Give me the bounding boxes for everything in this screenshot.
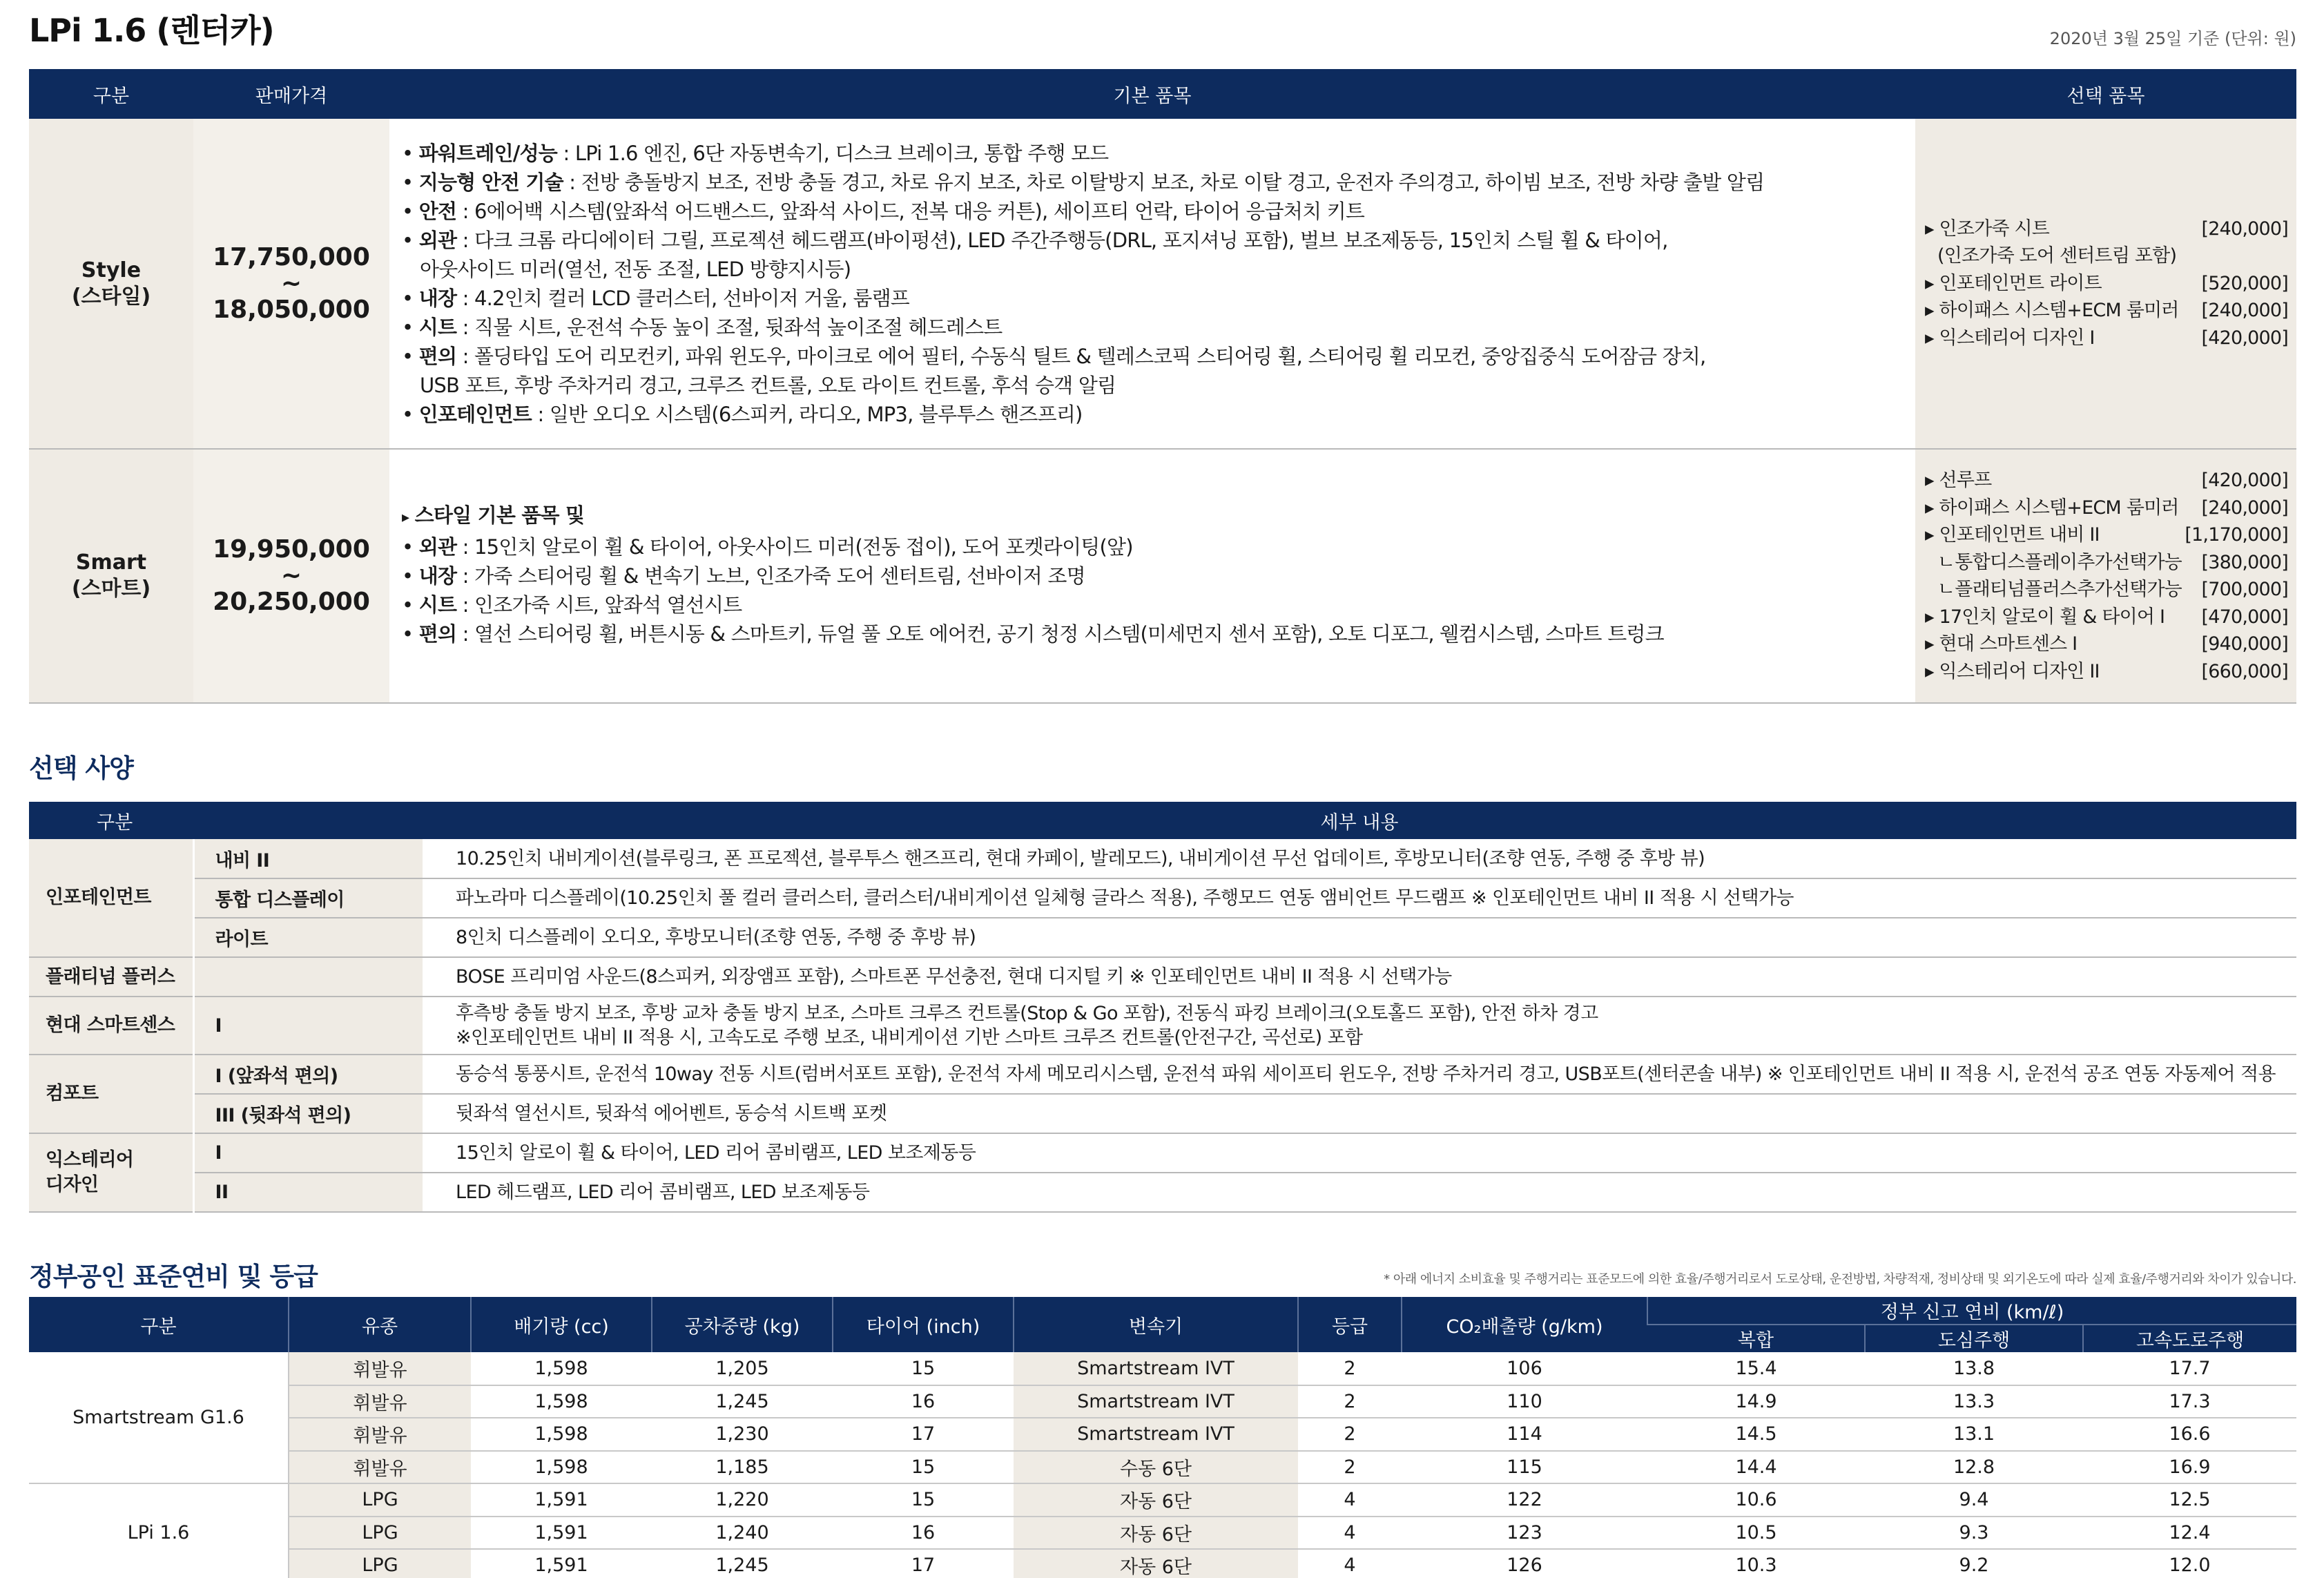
fuel-table-body [29,1352,2296,1578]
section-title-options: 선택 사양 [29,753,133,783]
fuel-cell-tire: 15 [833,1352,1014,1385]
fuel-cell-transmission: Smartstream IVT [1014,1385,1298,1418]
fuel-cell-fuel: 휘발유 [289,1385,471,1418]
col-header-highway: 고속도로주행 [2083,1325,2296,1352]
fuel-row [29,1352,2296,1385]
fuel-cell-grade: 4 [1298,1517,1402,1550]
option-detail: 8인치 디스플레이 오디오, 후방모니터(조향 연동, 주행 중 후방 뷰) [423,918,2296,957]
fuel-cell-combined: 15.4 [1647,1352,1865,1385]
fuel-cell-tire: 17 [833,1418,1014,1451]
fuel-cell-grade: 4 [1298,1549,1402,1578]
basic-item: • 시트 : 인조가죽 시트, 앞좌석 열선시트 [402,593,742,617]
col-header-weight: 공차중량 (kg) [652,1297,833,1352]
fuel-cell-weight: 1,185 [652,1451,833,1484]
fuel-cell-transmission: Smartstream IVT [1014,1352,1298,1385]
option-detail: 뒷좌석 열선시트, 뒷좌석 에어벤트, 동승석 시트백 포켓 [423,1094,2296,1133]
fuel-cell-highway: 17.3 [2083,1385,2296,1418]
trim-price [193,449,389,703]
price-tilde: ~ [280,269,302,298]
fuel-cell-highway: 12.0 [2083,1549,2296,1578]
fuel-cell-co2: 110 [1402,1385,1647,1418]
option-row [29,997,2296,1055]
option-sub-rear: III (뒷좌석 편의) [193,1094,423,1133]
fuel-cell-grade: 2 [1298,1418,1402,1451]
fuel-cell-tire: 16 [833,1517,1014,1550]
fuel-cell-fuel: LPG [289,1517,471,1550]
fuel-cell-tire: 15 [833,1483,1014,1517]
col-header-category: 구분 [97,811,133,834]
option-item-sub: ㄴ통합디스플레이추가선택가능 [380,000] [1937,551,2288,573]
option-item-sub: ㄴ플래티넘플러스추가선택가능 [700,000] [1937,579,2288,600]
fuel-cell-combined: 14.9 [1647,1385,1865,1418]
fuel-disclaimer: * 아래 에너지 소비효율 및 주행거리는 표준모드에 의한 효율/주행거리로서 도로상태, 운전방법, 차량적재, 정비상태 및 외기온도에 따라 실제 효율/주행거리와 차이가 있습니다. [1384,1272,2296,1287]
option-sub-1: I [193,997,423,1055]
fuel-cell-combined: 10.6 [1647,1483,1865,1517]
basic-items [389,119,1915,449]
section-title-fuel: 정부공인 표준연비 및 등급 [29,1262,318,1291]
option-row [29,839,2296,878]
basic-item-continued: USB 포트, 후방 주차거리 경고, 크루즈 컨트롤, 오토 라이트 컨트롤, 후석 승객 알림 [420,373,1116,397]
basic-item: • 인포테인먼트 : 일반 오디오 시스템(6스피커, 라디오, MP3, 블루투스 핸즈프리) [402,402,1083,426]
option-row [29,1094,2296,1133]
option-item-note: (인조가죽 도어 센터트림 포함) [1937,245,2177,267]
fuel-row [29,1483,2296,1517]
basic-item: • 외관 : 15인치 알로이 휠 & 타이어, 아웃사이드 미러(전동 접이), 도어 포켓라이팅(앞) [402,535,1133,559]
option-group-smartsense: 현대 스마트센스 [29,997,193,1055]
fuel-cell-fuel: 휘발유 [289,1418,471,1451]
option-sub-1: I [193,1133,423,1173]
fuel-cell-displacement: 1,598 [471,1418,652,1451]
trim-name-en: Style [81,258,142,282]
option-detail [423,997,2296,1055]
fuel-cell-city: 13.8 [1865,1352,2083,1385]
col-header-co2: CO₂배출량 (g/km) [1402,1297,1647,1352]
fuel-cell-weight: 1,240 [652,1517,833,1550]
option-items [1915,119,2296,449]
option-detail: LED 헤드램프, LED 리어 콤비램프, LED 보조제동등 [423,1173,2296,1212]
price-min: 17,750,000 [213,242,370,271]
fuel-cell-co2: 122 [1402,1483,1647,1517]
fuel-cell-city: 13.3 [1865,1385,2083,1418]
fuel-row [29,1517,2296,1550]
fuel-table [29,1297,2296,1578]
fuel-cell-combined: 10.5 [1647,1517,1865,1550]
fuel-cell-fuel: LPG [289,1483,471,1517]
fuel-cell-tire: 16 [833,1385,1014,1418]
trim-row-style [29,119,2296,449]
fuel-cell-transmission: 수동 6단 [1014,1451,1298,1484]
fuel-cell-highway: 17.7 [2083,1352,2296,1385]
trim-row-smart [29,449,2296,703]
fuel-cell-displacement: 1,591 [471,1549,652,1578]
fuel-cell-displacement: 1,598 [471,1352,652,1385]
option-sub-display: 통합 디스플레이 [193,878,423,918]
option-item: ▸ 선루프 [420,000] [1925,470,2288,491]
option-row [29,918,2296,957]
fuel-cell-tire: 15 [833,1451,1014,1484]
option-row [29,1133,2296,1173]
col-header-options: 선택 품목 [2066,85,2145,107]
option-row [29,957,2296,997]
fuel-cell-displacement: 1,598 [471,1385,652,1418]
price-tilde: ~ [280,561,302,590]
price-table [29,69,2296,704]
fuel-cell-displacement: 1,598 [471,1451,652,1484]
fuel-cell-weight: 1,220 [652,1483,833,1517]
price-max: 20,250,000 [213,588,370,616]
col-header-grade: 등급 [1298,1297,1402,1352]
fuel-cell-city: 13.1 [1865,1418,2083,1451]
option-detail: 10.25인치 내비게이션(블루링크, 폰 프로젝션, 블루투스 핸즈프리, 현대 카페이, 발레모드), 내비게이션 무선 업데이트, 후방모니터(조향 연동, 주행 중 후방 뷰) [423,839,2296,878]
fuel-cell-displacement: 1,591 [471,1517,652,1550]
fuel-cell-transmission: 자동 6단 [1014,1517,1298,1550]
option-item: ▸ 하이패스 시스템+ECM 룸미러 [240,000] [1925,300,2288,322]
option-group-infotainment: 인포테인먼트 [29,839,193,957]
col-header-fuel: 유종 [289,1297,471,1352]
fuel-cell-co2: 126 [1402,1549,1647,1578]
option-group-exterior [29,1133,193,1212]
col-header-price: 판매가격 [255,85,328,107]
basic-item: • 파워트레인/성능 : LPi 1.6 엔진, 6단 자동변속기, 디스크 브레이크, 통합 주행 모드 [402,141,1109,165]
trim-name-ko: (스마트) [71,577,151,601]
option-item: ▸ 하이패스 시스템+ECM 룸미러 [240,000] [1925,497,2288,519]
fuel-cell-grade: 2 [1298,1451,1402,1484]
fuel-cell-highway: 16.9 [2083,1451,2296,1484]
options-table-header [29,802,2296,839]
trim-name-ko: (스타일) [71,284,151,309]
fuel-table-header [29,1297,2296,1325]
fuel-row [29,1385,2296,1418]
options-table [29,802,2296,1213]
col-header-model: 구분 [140,1316,177,1338]
basic-item-inherit: ▸ 스타일 기본 품목 및 [402,503,585,527]
fuel-row [29,1418,2296,1451]
fuel-cell-weight: 1,230 [652,1418,833,1451]
page-header [29,0,2296,69]
fuel-cell-weight: 1,205 [652,1352,833,1385]
basic-item: • 외관 : 다크 크롬 라디에이터 그릴, 프로젝션 헤드램프(바이펑션), LED 주간주행등(DRL, 포지셔닝 포함), 벌브 보조제동등, 15인치 스틸 휠 & 타이어, [402,228,1668,252]
group-name-line: 익스테리어 [46,1149,134,1171]
col-header-efficiency: 정부 신고 연비 (km/ℓ) [1647,1297,2296,1325]
fuel-cell-fuel: 휘발유 [289,1352,471,1385]
fuel-cell-combined: 14.4 [1647,1451,1865,1484]
option-item: ▸ 인포테인먼트 라이트 [520,000] [1925,272,2288,294]
option-row [29,1173,2296,1212]
basic-item: • 내장 : 4.2인치 컬러 LCD 클러스터, 선바이저 거울, 룸램프 [402,286,910,310]
option-row [29,878,2296,918]
option-group-comfort: 컴포트 [29,1055,193,1133]
fuel-cell-highway: 12.4 [2083,1517,2296,1550]
option-sub-front: I (앞좌석 편의) [193,1055,423,1094]
fuel-cell-co2: 115 [1402,1451,1647,1484]
col-header-trim: 구분 [93,85,130,107]
option-item: ▸ 현대 스마트센스 I [940,000] [1925,633,2288,655]
option-sub-navi: 내비 II [193,839,423,878]
option-sub-2: II [193,1173,423,1212]
fuel-cell-grade: 2 [1298,1352,1402,1385]
trim-name-en: Smart [75,550,147,575]
option-detail: 파노라마 디스플레이(10.25인치 풀 컬러 클러스터, 클러스터/내비게이션 일체형 글라스 적용), 주행모드 연동 앰비언트 무드램프 ※ 인포테인먼트 내비 II 적용 시 선택가능 [423,878,2296,918]
fuel-cell-city: 9.2 [1865,1549,2083,1578]
fuel-cell-city: 9.3 [1865,1517,2083,1550]
fuel-cell-transmission: 자동 6단 [1014,1483,1298,1517]
fuel-cell-weight: 1,245 [652,1385,833,1418]
fuel-cell-highway: 12.5 [2083,1483,2296,1517]
option-item: ▸ 익스테리어 디자인 I [420,000] [1925,327,2288,349]
fuel-cell-tire: 17 [833,1549,1014,1578]
fuel-cell-co2: 123 [1402,1517,1647,1550]
basic-items [389,449,1915,703]
option-item: ▸ 17인치 알로이 휠 & 타이어 I [470,000] [1925,606,2288,628]
group-name-line: 디자인 [46,1174,99,1195]
basic-item: • 지능형 안전 기술 : 전방 충돌방지 보조, 전방 충돌 경고, 차로 유지 보조, 차로 이탈방지 보조, 차로 이탈 경고, 운전자 주의경고, 하이빔 보조, 전방 차량 출발 알림 [402,170,1765,194]
fuel-cell-weight: 1,245 [652,1549,833,1578]
option-item: ▸ 익스테리어 디자인 II [660,000] [1925,660,2288,682]
option-detail-line: 후측방 충돌 방지 보조, 후방 교차 충돌 방지 보조, 스마트 크루즈 컨트롤(Stop & Go 포함), 전동식 파킹 브레이크(오토홀드 포함), 안전 하차 경고 [456,1003,1598,1024]
option-detail-line: ※인포테인먼트 내비 II 적용 시, 고속도로 주행 보조, 내비게이션 기반 스마트 크루즈 컨트롤(안전구간, 곡선로) 포함 [456,1027,1363,1048]
option-sub-light: 라이트 [193,918,423,957]
fuel-model-name: Smartstream G1.6 [29,1352,289,1483]
option-detail: BOSE 프리미엄 사운드(8스피커, 외장앰프 포함), 스마트폰 무선충전, 현대 디지털 키 ※ 인포테인먼트 내비 II 적용 시 선택가능 [423,957,2296,997]
basic-item: • 편의 : 폴딩타입 도어 리모컨키, 파워 윈도우, 마이크로 에어 필터, 수동식 틸트 & 텔레스코픽 스티어링 휠, 스티어링 휠 리모컨, 중앙집중식 도어잠금 장치, [402,344,1706,368]
col-header-displacement: 배기량 (cc) [471,1297,652,1352]
trim-name [29,119,193,449]
basic-item: • 편의 : 열선 스티어링 휠, 버튼시동 & 스마트키, 듀얼 풀 오토 에어컨, 공기 청정 시스템(미세먼지 센서 포함), 오토 디포그, 웰컴시스템, 스마트 트렁크 [402,622,1664,646]
fuel-cell-highway: 16.6 [2083,1418,2296,1451]
price-min: 19,950,000 [213,535,370,564]
col-header-city: 도심주행 [1865,1325,2083,1352]
option-sub-empty [193,957,423,997]
fuel-model-name: LPi 1.6 [29,1483,289,1578]
fuel-cell-displacement: 1,591 [471,1483,652,1517]
page-title: LPi 1.6 (렌터카) [29,12,274,49]
option-detail: 동승석 통풍시트, 운전석 10way 전동 시트(럼버서포트 포함), 운전석 자세 메모리시스템, 운전석 파워 세이프티 윈도우, 전방 주차거리 경고, USB포트(센터콘솔 내부) ※ 인포테인먼트 내비 II 적용 시, 운전석 공조 연동 자동제어 적용 [423,1055,2296,1094]
col-header-tire: 타이어 (inch) [833,1297,1014,1352]
option-detail: 15인치 알로이 휠 & 타이어, LED 리어 콤비램프, LED 보조제동등 [423,1133,2296,1173]
date-unit-note: 2020년 3월 25일 기준 (단위: 원) [2049,29,2296,48]
col-header-transmission: 변속기 [1014,1297,1298,1352]
option-item: ▸ 인조가죽 시트 [240,000] [1925,218,2288,240]
option-item: ▸ 인포테인먼트 내비 II [1,170,000] [1925,524,2288,546]
basic-item: • 안전 : 6에어백 시스템(앞좌석 어드밴스드, 앞좌석 사이드, 전복 대응 커튼), 세이프티 언락, 타이어 응급처치 키트 [402,199,1365,223]
fuel-cell-transmission: Smartstream IVT [1014,1418,1298,1451]
fuel-section-heading [29,1246,2296,1297]
fuel-cell-combined: 14.5 [1647,1418,1865,1451]
col-header-detail: 세부 내용 [1320,811,1399,834]
fuel-row [29,1451,2296,1484]
fuel-cell-city: 12.8 [1865,1451,2083,1484]
fuel-cell-co2: 106 [1402,1352,1647,1385]
trim-price [193,119,389,449]
price-max: 18,050,000 [213,295,370,324]
fuel-cell-grade: 4 [1298,1483,1402,1517]
fuel-cell-city: 9.4 [1865,1483,2083,1517]
option-group-platinum: 플래티넘 플러스 [29,957,193,997]
fuel-cell-co2: 114 [1402,1418,1647,1451]
basic-item: • 시트 : 직물 시트, 운전석 수동 높이 조절, 뒷좌석 높이조절 헤드레스트 [402,315,1003,339]
price-table-header [29,69,2296,119]
basic-item: • 내장 : 가죽 스티어링 휠 & 변속기 노브, 인조가죽 도어 센터트림, 선바이저 조명 [402,564,1085,588]
option-row [29,1055,2296,1094]
basic-item-continued: 아웃사이드 미러(열선, 전동 조절, LED 방향지시등) [420,257,851,281]
fuel-cell-transmission: 자동 6단 [1014,1549,1298,1578]
options-section-heading [29,704,2296,802]
col-header-combined: 복합 [1737,1330,1774,1351]
fuel-row [29,1549,2296,1578]
trim-name [29,449,193,703]
option-items [1915,449,2296,703]
fuel-cell-fuel: LPG [289,1549,471,1578]
fuel-cell-fuel: 휘발유 [289,1451,471,1484]
fuel-cell-combined: 10.3 [1647,1549,1865,1578]
col-header-basic: 기본 품목 [1113,85,1192,107]
fuel-cell-grade: 2 [1298,1385,1402,1418]
